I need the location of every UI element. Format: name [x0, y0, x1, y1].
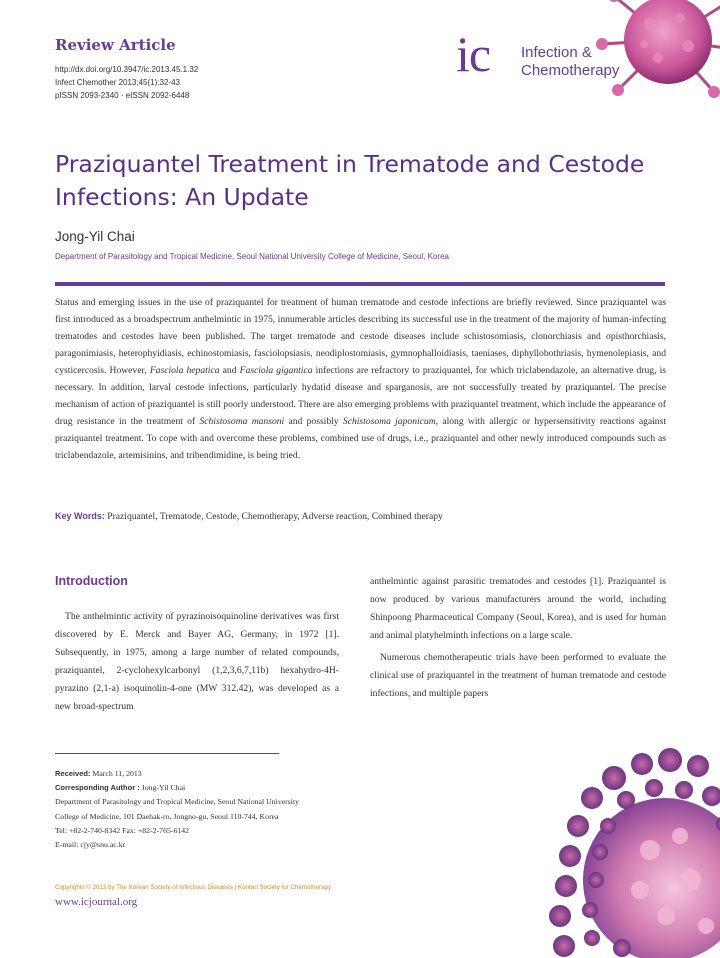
- title-line-2: Infections: An Update: [55, 183, 309, 211]
- body-paragraph: anthelmintic against parasitic trematodes and cestodes [1]. Praziquantel is now produced by various manufacturers around the world, including Shinpoong Pharmaceutical Company (Seoul, Korea), and is used for human and animal platyhelminth infections on a large scale.: [370, 576, 666, 641]
- logo-line-1: Infection &: [521, 44, 592, 61]
- header-divider: [55, 282, 665, 286]
- corresponding-author: [55, 781, 299, 795]
- issn: pISSN 2093-2340 · eISSN 2092-6448: [55, 91, 190, 100]
- author-department: Department of Parasitology and Tropical Medicine, Seoul National University: [55, 797, 300, 807]
- abstract-connector-2: and possibly: [284, 416, 343, 427]
- abstract-part-1: Status and emerging issues in the use of praziquantel for treatment of human trematode and cestode infections are briefly reviewed. Since praziquantel was first introduced as a broadspectrum anthelmintic in 1975, innumerable articles describing its successful use in the treatment of the majority of human-infecting trematodes and cestodes have been published. The target trematode and cestode diseases include schistosomiasis, clonorchiasis and opisthorchiasis, paragonimiasis, heterophyidiasis, echinostomiasis, fasciolopsiasis, neodiplostomiasis, gymnophalloidiasis, taeniases, diphyllobothriasis, hymenolepiasis, and cysticercosis. However,: [55, 297, 666, 376]
- abstract-connector-1: and: [219, 365, 240, 376]
- author-affiliation: Department of Parasitology and Tropical Medicine, Seoul National University College of Medicine, Seoul, Korea: [55, 252, 449, 261]
- received-date: [55, 767, 299, 781]
- journal-url-link[interactable]: www.icjournal.org: [55, 896, 138, 908]
- corresponding-value: Jong-Yil Chai: [141, 783, 186, 793]
- article-title: [55, 148, 675, 214]
- species-schistosoma-mansoni: Schistosoma mansoni: [199, 416, 285, 427]
- abstract-part-2: infections are refractory to praziquantel, for which triclabendazole, an alternative drug, is necessary. In addition, larval cestode infections, particularly hydatid disease and sparganosis, are not successfully treated by praziquantel. The precise mechanism of action of praziquantel is still poorly understood. There are also emerging problems with praziquantel treatment, which include the appearance of drug resistance in the treatment of: [55, 365, 666, 427]
- footnote-divider: [55, 753, 279, 754]
- logo-line-2: Chemotherapy: [521, 62, 620, 79]
- received-value: March 11, 2013: [92, 769, 142, 778]
- copyright-notice: Copyrights © 2013 by The Korean Society of Infectious Diseases | Korean Society for Chemotherapy: [55, 884, 332, 891]
- logo-journal-name: [521, 44, 619, 80]
- keywords-label: Key Words:: [55, 511, 105, 521]
- species-fasciola-gigantica: Fasciola gigantica: [239, 365, 313, 376]
- keywords-list: Praziquantel, Trematode, Cestode, Chemotherapy, Adverse reaction, Combined therapy: [107, 511, 443, 522]
- section-heading-introduction: Introduction: [55, 574, 128, 588]
- corresponding-label: Corresponding Author :: [55, 783, 140, 793]
- title-line-1: Praziquantel Treatment in Trematode and Cestode: [55, 150, 645, 178]
- citation: Infect Chemother 2013;45(1):32-43: [55, 78, 180, 87]
- keywords: [55, 511, 443, 522]
- virus-illustration-bottom: [530, 740, 720, 958]
- journal-logo: [456, 26, 666, 88]
- body-paragraph: Numerous chemotherapeutic trials have been performed to evaluate the clinical use of praziquantel in the treatment of human trematode and cestode infections, and multiple papers: [370, 652, 666, 699]
- correspondence-footnote: [55, 767, 299, 852]
- article-meta: [55, 63, 198, 102]
- article-type: Review Article: [55, 36, 176, 54]
- logo-mark: ic: [456, 26, 491, 82]
- abstract-part-3: , along with allergic or hypersensitivity reactions against praziquantel treatment. To cope with and overcome these problems, combined use of drugs, i.e., praziquantel and other newly introduced compounds such as triclabendazole, artemisinins, and tribendimidine, is being tried.: [55, 416, 666, 461]
- author-address: College of Medicine, 101 Daehak-ro, Jongno-gu, Seoul 110-744, Korea: [55, 811, 279, 821]
- abstract: [55, 294, 666, 464]
- doi-link[interactable]: http://dx.doi.org/10.3947/ic.2013.45.1.32: [55, 65, 199, 74]
- author-name: Jong-Yil Chai: [55, 229, 135, 244]
- species-schistosoma-japonicum: Schistosoma japonicum: [342, 416, 436, 427]
- author-phone: Tel: +82-2-740-8342 Fax: +82-2-765-6142: [55, 825, 190, 835]
- body-column-1: The anthelmintic activity of pyrazinoisoquinoline derivatives was first discovered by E. Merck and Bayer AG, Germany, in 1972 [1]. Subsequently, in 1975, among a large number of related compounds, praziquantel, 2-cyclohexylcarbonyl (1,2,3,6,7,11b) hexahydro-4H-pyrazino (2,1-a) isoquinolin-4-one (MW 312.42), was developed as a new broad-spectrum: [55, 611, 339, 712]
- author-email[interactable]: E-mail: cjy@snu.ac.kr: [55, 840, 126, 850]
- species-fasciola-hepatica: Fasciola hepatica: [149, 365, 220, 376]
- received-label: Received:: [55, 769, 91, 778]
- body-column-2: [370, 573, 666, 703]
